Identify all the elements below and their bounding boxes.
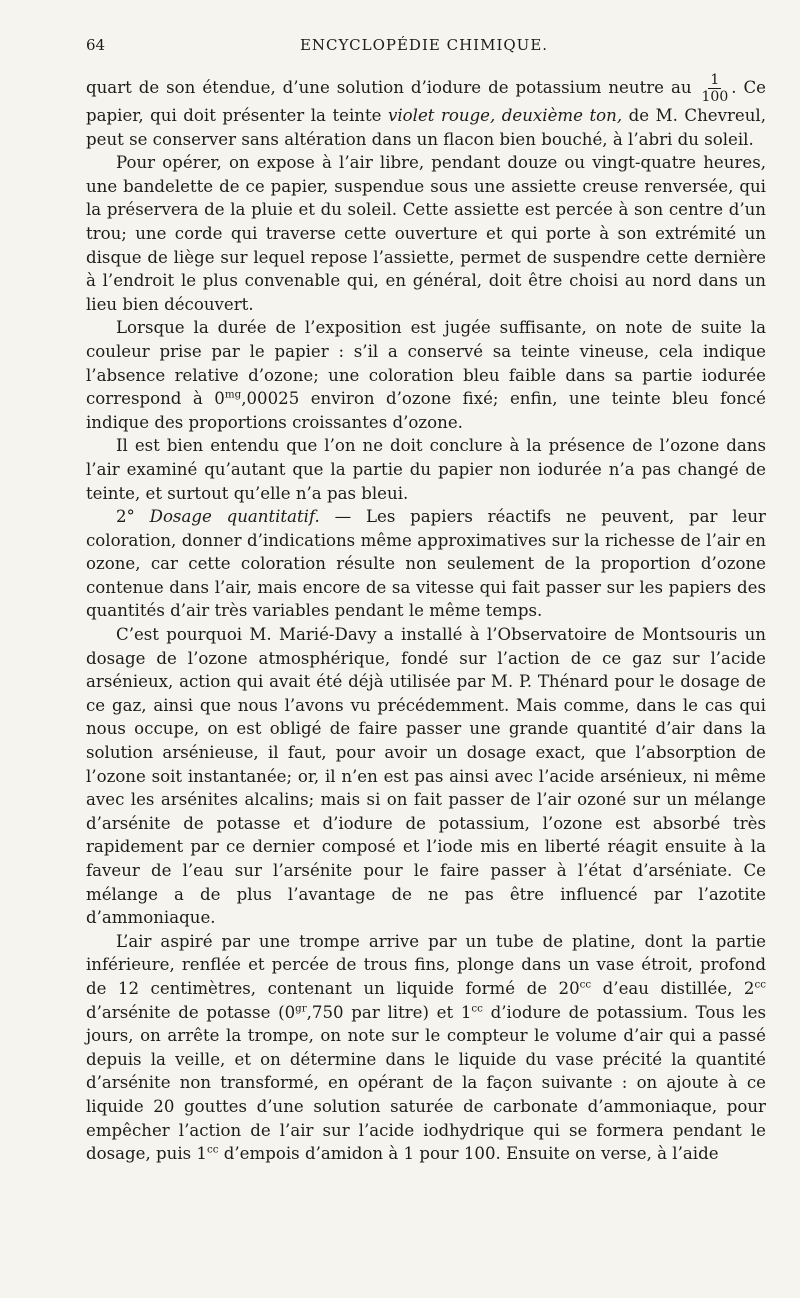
text-run: . Ce papier, qui doit présenter la teinte [86, 78, 766, 125]
paragraph-7 [86, 930, 766, 1166]
text-run: — Les papiers réactifs ne peuvent, par leur coloration, donner d’indications même approximatives sur la richesse de l’air en ozone, car cette coloration résulte non seulement de la proportion d’ozone contenue dans l’air, mais encore de sa vitesse qui fait passer sur les papiers des quantités d’air très variables pendant le même temps. [86, 507, 766, 621]
paragraph-1 [86, 73, 766, 151]
page-number: 64 [86, 36, 106, 54]
running-header [86, 36, 762, 58]
superscript: gr [295, 1002, 307, 1015]
superscript: cc [471, 1002, 483, 1015]
text-run: d’arsénite de potasse (0 [86, 1002, 296, 1022]
text-run: 2° [116, 507, 150, 527]
running-title: ENCYCLOPÉDIE CHIMIQUE. [299, 36, 549, 54]
paragraph-5 [86, 505, 766, 623]
paragraph-6: C’est pourquoi M. Marié-Davy a installé à l’Observatoire de Montsouris un dosage de l’ozone atmosphérique, fondé sur l’action de ce gaz sur l’acide arsénieux, action qui avait été déjà utilisée par M. P. Thénard pour le dosage de ce gaz, ainsi que nous l’avons vu précédemment. Mais comme, dans le cas qui nous occupe, on est obligé de faire passer une grande quantité d’air dans la solution arsénieuse, il faut, pour avoir un dosage exact, que l’absorption de l’ozone soit instantanée; or, il n’en est pas ainsi avec l’acide arsénieux, ni même avec les arsénites alcalins; mais si on fait passer de l’air ozoné sur un mélange d’arsénite de potasse et d’iodure de potassium, l’ozone est absorbé très rapidement par ce dernier composé et l’iode mis en liberté réagit ensuite à la faveur de l’eau sur l’arsénite pour le faire passer à l’état d’arséniate. Ce mélange a de plus l’avantage de ne pas être influencé par l’azotite d’ammoniaque. [86, 625, 766, 928]
paragraph-3 [86, 316, 766, 434]
text-run: d’empois d’amidon à 1 pour 100. Ensuite on verse, à l’aide [218, 1144, 719, 1164]
superscript: cc [206, 1143, 219, 1156]
text-run: ,750 par litre) et 1 [306, 1002, 472, 1022]
fraction-denominator: 100 [701, 89, 729, 105]
superscript: cc [754, 978, 766, 991]
text-run: L’air aspiré par une trompe arrive par un tube de platine, dont la partie inférieure, renflée et percée de trous fins, plonge dans un vase étroit, profond de 12 centimètres, contenant un liquide formé de 20 [86, 931, 766, 998]
fraction [700, 73, 731, 104]
fraction-numerator: 1 [710, 72, 720, 88]
body-text [86, 73, 766, 1166]
section-heading-italic: Dosage quantitatif. [149, 507, 320, 527]
text-run: quart de son étendue, d’une solution d’iodure de potassium neutre au [86, 78, 699, 97]
paragraph-2: Pour opérer, on expose à l’air libre, pendant douze ou vingt-quatre heures, une bandelette de ce papier, suspendue sous une assiette creuse renversée, qui la préservera de la pluie et du soleil. Cette assiette est percée à son centre d’un trou; une corde qui traverse cette ouverture et qui porte à son extrémité un disque de liège sur lequel repose l’assiette, permet de suspendre cette dernière à l’endroit le plus convenable qui, en général, doit être choisi au nord dans un lieu bien découvert. [86, 153, 766, 314]
italic-term: violet rouge, deuxième ton, [387, 106, 623, 125]
text-run: Lorsque la durée de l’exposition est jugée suffisante, on note de suite la couleur prise par le papier : s’il a conservé sa teinte vineuse, cela indique l’absence relative d’ozone; une coloration bleu faible dans sa partie iodurée correspond à 0 [86, 318, 766, 409]
text-run: d’iodure de potassium. Tous les jours, on arrête la trompe, on note sur le compteur le volume d’air qui a passé depuis la veille, et on détermine dans le liquide du vase précité la quantité d’arsénite non transformé, en opérant de la façon suivante : on ajoute à ce liquide 20 gouttes d’une solution saturée de carbonate d’ammoniaque, pour empêcher l’action de l’air sur l’acide iodhydrique qui se formera pendant le dosage, puis 1 [86, 1002, 766, 1164]
superscript: mg [224, 388, 242, 401]
superscript: cc [579, 978, 592, 991]
text-run: de M. Chevreul, peut se conserver sans altération dans un flacon bien bouché, à l’abri du soleil. [86, 106, 766, 149]
text-run: ,00025 environ d’ozone fixé; enfin, une teinte bleu foncé indique des proportions croissantes d’ozone. [86, 389, 767, 432]
text-run: d’eau distillée, 2 [591, 978, 755, 998]
paragraph-4: Il est bien entendu que l’on ne doit conclure à la présence de l’ozone dans l’air examiné qu’autant que la partie du papier non iodurée n’a pas changé de teinte, et surtout qu’elle n’a pas bleui. [86, 436, 766, 503]
